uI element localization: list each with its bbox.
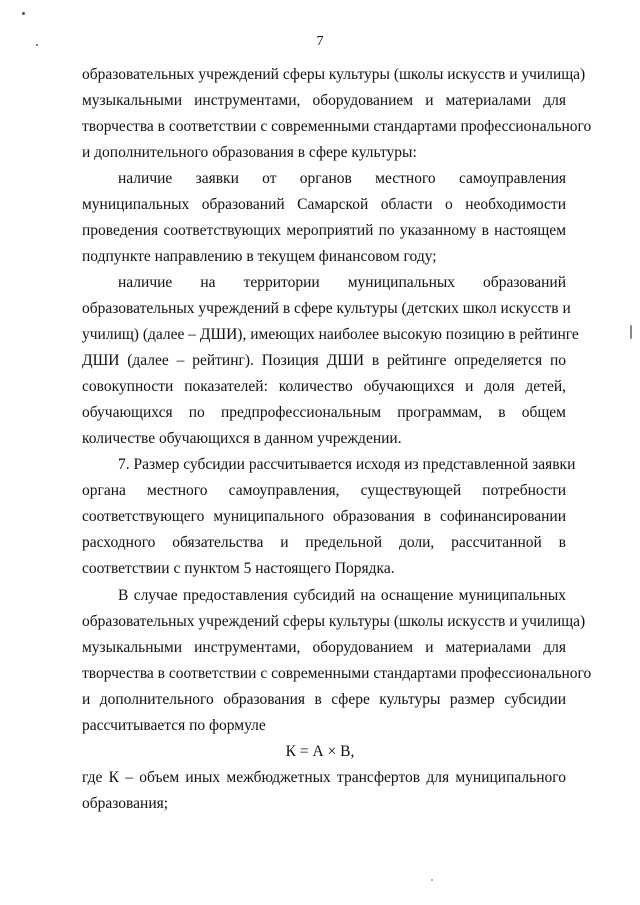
text-line: творчества в соответствии с современными стандартами профессионального <box>82 118 592 135</box>
text-line: В случае предоставления субсидий на оснащение муниципальных <box>118 587 566 604</box>
text-line: и дополнительного образования в сфере культуры размер субсидии <box>82 691 566 708</box>
text-line: проведения соответствующих мероприятий по указанному в настоящем <box>82 222 566 239</box>
text-line: где К – объем иных межбюджетных трансфертов для муниципального <box>82 769 566 786</box>
text-line: музыкальными инструментами, оборудованием и материалами для <box>82 639 566 656</box>
text-line: обучающихся по предпрофессиональным программам, в общем <box>82 404 566 421</box>
text-line: соответствующего муниципального образования в софинансировании <box>82 508 566 525</box>
text-line: наличие заявки от органов местного самоуправления <box>118 170 566 187</box>
text-line: 7. Размер субсидии рассчитывается исходя из представленной заявки <box>118 456 576 473</box>
text-line: совокупности показателей: количество обучающихся и доля детей, <box>82 378 566 395</box>
text-line: творчества в соответствии с современными стандартами профессионального <box>82 665 592 682</box>
text-line: органа местного самоуправления, существующей потребности <box>82 482 566 499</box>
text-line: образовательных учреждений в сфере культуры (детских школ искусств и <box>82 300 571 317</box>
text-line: образовательных учреждений сферы культуры (школы искусств и училища) <box>82 66 586 83</box>
text-line: музыкальными инструментами, оборудованием и материалами для <box>82 92 566 109</box>
text-line: количестве обучающихся в данном учреждении. <box>82 430 402 447</box>
scan-speck <box>36 44 38 46</box>
text-line: образовательных учреждений сферы культуры (школы искусств и училища) <box>82 613 586 630</box>
text-line: муниципальных образований Самарской области о необходимости <box>82 196 566 213</box>
text-line: рассчитывается по формуле <box>82 717 266 734</box>
scan-speck <box>22 12 25 15</box>
formula: К = А × В, <box>285 743 355 760</box>
page-number: 7 <box>316 34 324 49</box>
text-line: соответствии с пунктом 5 настоящего Порядка. <box>82 560 395 577</box>
text-line: образования; <box>82 795 169 812</box>
text-line: подпункте направлению в текущем финансовом году; <box>82 248 437 265</box>
text-line: расходного обязательства и предельной доли, рассчитанной в <box>82 534 566 551</box>
text-line: ДШИ (далее – рейтинг). Позиция ДШИ в рейтинге определяется по <box>82 352 566 369</box>
text-line: и дополнительного образования в сфере культуры: <box>82 144 417 161</box>
text-line: училищ) (далее – ДШИ), имеющих наиболее высокую позицию в рейтинге <box>82 326 579 343</box>
text-line: наличие на территории муниципальных образований <box>118 274 566 291</box>
scan-edge-mark <box>630 325 632 339</box>
scan-speck <box>431 879 433 881</box>
